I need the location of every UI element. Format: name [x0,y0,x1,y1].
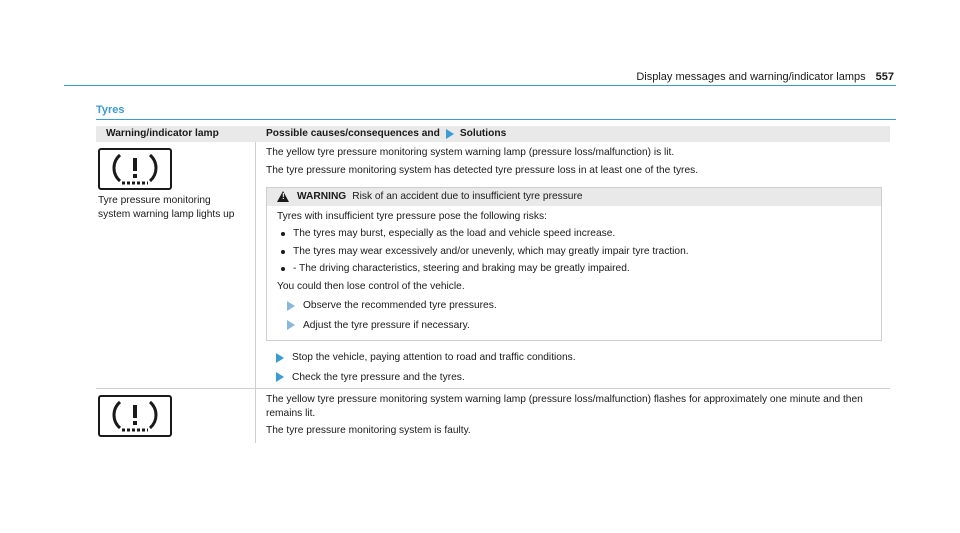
causes-cell [256,142,890,388]
table-row [96,389,890,443]
step-arrow-icon [287,301,295,311]
cause-text: The yellow tyre pressure monitoring system warning lamp (pressure loss/malfunction) flashes for approximately one minute and then remains lit. [266,394,863,419]
cause-text: The yellow tyre pressure monitoring system warning lamp (pressure loss/malfunction) is lit. [266,147,675,158]
warning-triangle-icon: ! [277,191,289,202]
lamp-cell [96,142,256,388]
warning-step [287,299,871,313]
cause-text: The tyre pressure monitoring system has detected tyre pressure loss in at least one of the tyres. [266,164,699,176]
chapter-title: Display messages and warning/indicator lamps [636,71,866,83]
section-rule [96,119,896,120]
step-arrow-icon [276,353,284,363]
warning-consequence: You could then lose control of the vehicle. [277,280,465,292]
step-text: Check the tyre pressure and the tyres. [292,371,465,383]
risk-list [277,227,871,276]
running-header [636,71,894,83]
lamp-cell [96,389,256,443]
list-item: The tyres may wear excessively and/or unevenly, which may greatly impair tyre traction. [277,245,871,259]
solution-step [276,371,882,385]
step-text: Stop the vehicle, paying attention to road and traffic conditions. [292,352,576,363]
cause-text: The tyre pressure monitoring system is faulty. [266,425,471,436]
warning-header [267,188,881,206]
step-arrow-icon [276,372,284,382]
tyre-pressure-warning-icon [98,148,172,190]
lamp-label: Tyre pressure monitoring system warning lamp lights up [98,195,235,220]
table-row [96,142,890,389]
page-number: 557 [875,71,894,83]
warning-title: Risk of an accident due to insufficient tyre pressure [352,191,583,202]
header-rule [64,85,896,86]
col-header-causes [256,126,890,142]
step-text: Adjust the tyre pressure if necessary. [303,319,470,331]
warning-intro: Tyres with insufficient tyre pressure pose the following risks: [277,210,547,222]
warning-box [266,187,882,341]
list-item: The tyres may burst, especially as the load and vehicle speed increase. [277,227,871,241]
warning-step [287,319,871,333]
lamp-table [96,126,890,443]
step-text: Observe the recommended tyre pressures. [303,300,497,311]
col-header-causes-label: Possible causes/consequences and [266,128,440,139]
table-header [96,126,890,142]
step-arrow-icon [287,320,295,330]
warning-label: WARNING [297,191,347,202]
col-header-lamp: Warning/indicator lamp [106,128,219,139]
solution-step [276,351,882,365]
col-header-solutions-label: Solutions [459,128,507,139]
section-title: Tyres [96,104,125,116]
warning-body [267,206,881,341]
tyre-pressure-warning-icon [98,395,172,437]
causes-cell [256,389,890,443]
solutions-arrow-icon [446,129,454,139]
list-item: - The driving characteristics, steering and braking may be greatly impaired. [277,262,871,276]
